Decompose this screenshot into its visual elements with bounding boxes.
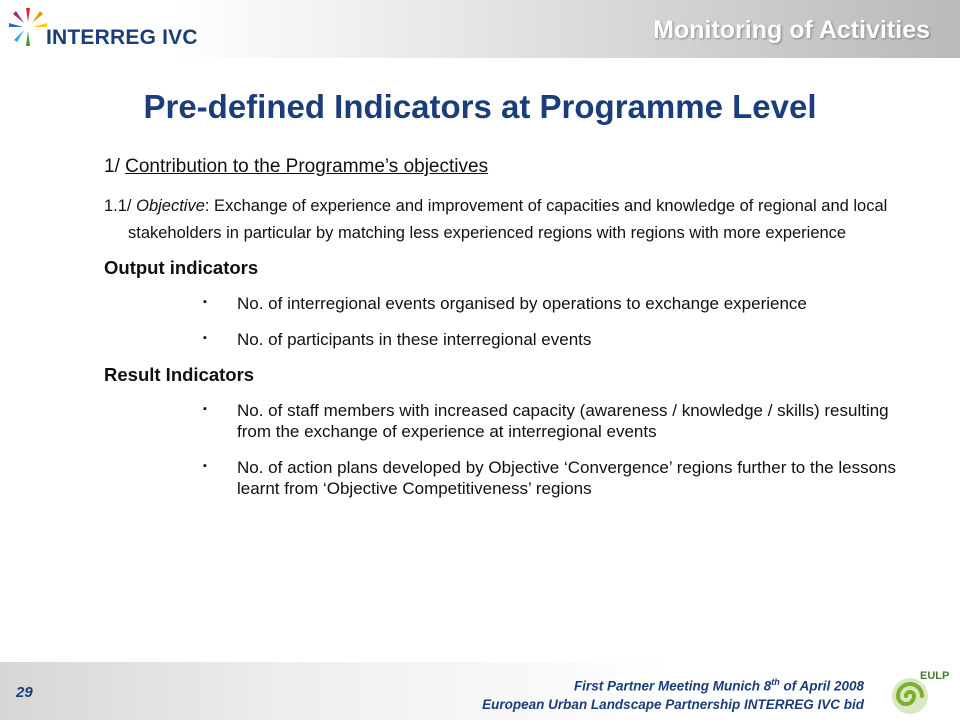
list-item <box>104 400 904 443</box>
footer-line-1-sup: th <box>771 677 780 687</box>
square-bullet-icon: ▪ <box>203 459 207 472</box>
page-number: 29 <box>16 684 33 701</box>
square-bullet-icon: ▪ <box>203 296 207 309</box>
slide-title: Pre-defined Indicators at Programme Level <box>143 88 817 125</box>
footer-line-1 <box>482 676 864 696</box>
objective-label: Objective <box>136 196 205 215</box>
slide-body <box>104 156 904 513</box>
list-item-text: No. of action plans developed by Objective ‘Convergence’ regions further to the lessons learnt from ‘Objective Competitiveness’ regions <box>237 457 896 498</box>
list-item-text: No. of interregional events organised by operations to exchange experience <box>237 294 807 314</box>
list-item <box>104 329 904 350</box>
logo-text: INTERREG IVC <box>46 26 198 49</box>
section-title: Monitoring of Activities <box>653 16 930 44</box>
result-indicators-list <box>104 400 904 499</box>
list-item <box>104 293 904 314</box>
output-indicators-heading: Output indicators <box>104 257 259 279</box>
footer-text <box>482 676 864 714</box>
footer-line-1-b: of April 2008 <box>779 678 864 694</box>
interreg-logo <box>6 4 206 56</box>
square-bullet-icon: ▪ <box>203 331 207 344</box>
section-heading <box>104 156 904 179</box>
list-item <box>104 457 904 500</box>
section-prefix: 1/ <box>104 156 126 177</box>
objective-prefix: 1.1/ <box>104 196 137 215</box>
square-bullet-icon: ▪ <box>203 403 207 416</box>
section-heading-text: Contribution to the Programme’s objectives <box>125 156 489 177</box>
objective-text: : Exchange of experience and improvement of capacities and knowledge of regional and local stakeholders in particular by matching less experienced regions with regions with more experience <box>128 196 888 243</box>
result-indicators-heading: Result Indicators <box>104 363 255 385</box>
list-item-text: No. of participants in these interregional events <box>237 329 592 349</box>
footer-line-2: European Urban Landscape Partnership INTERREG IVC bid <box>482 696 864 712</box>
footer-line-1-a: First Partner Meeting Munich 8 <box>573 678 772 694</box>
eulp-logo-text: EULP <box>920 670 950 682</box>
objective-paragraph <box>104 193 904 247</box>
output-indicators-list <box>104 293 904 350</box>
list-item-text: No. of staff members with increased capacity (awareness / knowledge / skills) resulting from the exchange of experience at interregional events <box>237 401 889 442</box>
